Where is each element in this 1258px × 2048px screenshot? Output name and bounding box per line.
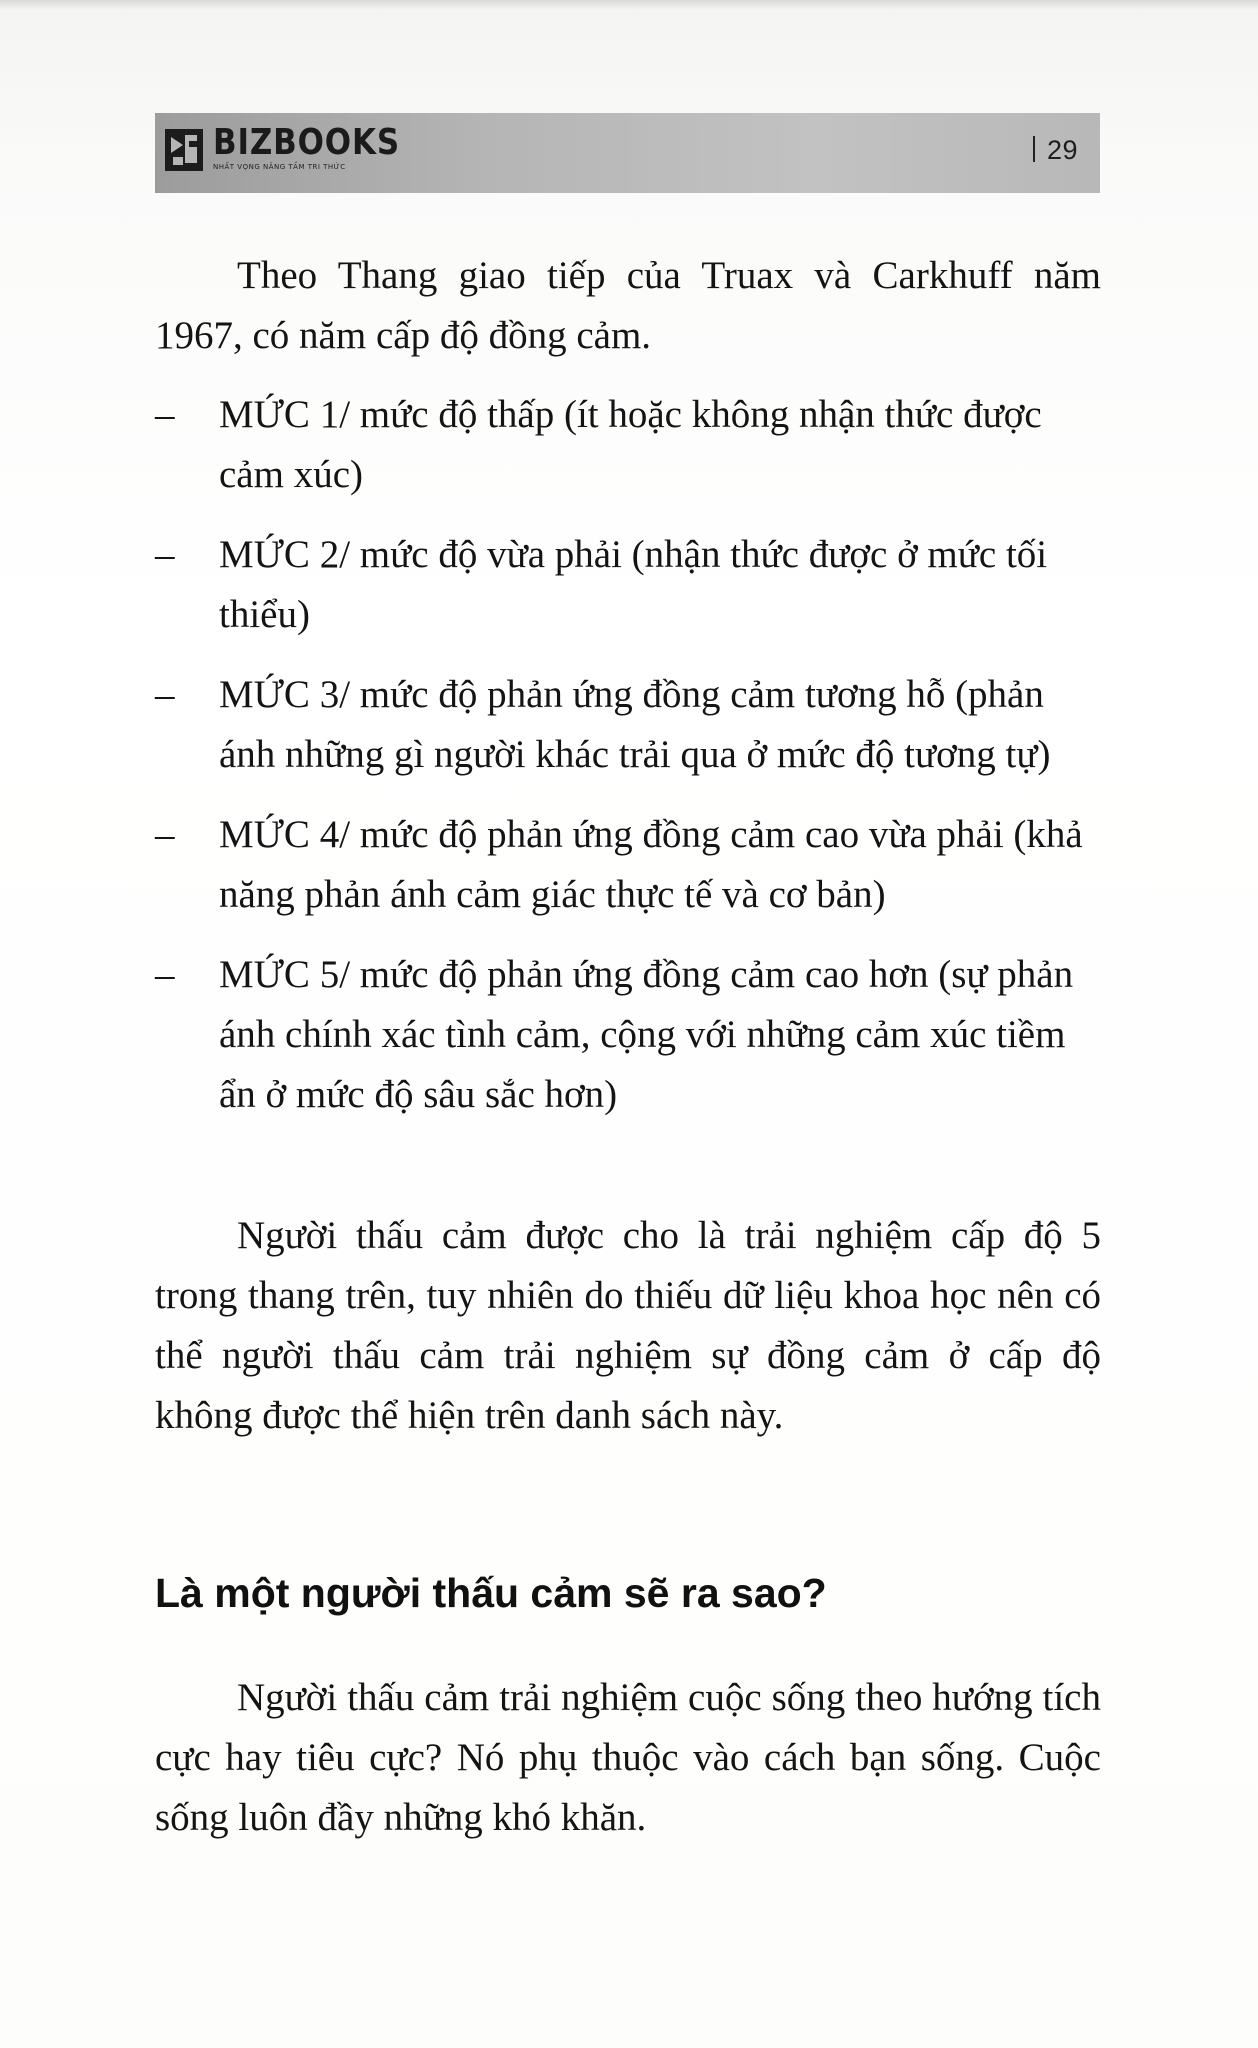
list-dash: – — [155, 953, 175, 996]
bizbooks-logo-icon — [163, 123, 207, 175]
empathy-levels-list — [155, 385, 1101, 1145]
section-heading: Là một người thấu cảm sẽ ra sao? — [155, 1570, 827, 1616]
last-paragraph: Người thấu cảm trải nghiệm cuộc sống theo hướng tích cực hay tiêu cực? Nó phụ thuộc vào cách bạn sống. Cuộc sống luôn đầy những khó khăn. — [155, 1676, 1101, 1839]
list-item-text: MỨC 5/ mức độ phản ứng đồng cảm cao hơn (sự phản ánh chính xác tình cảm, cộng với những cảm xúc tiềm ẩn ở mức độ sâu sắc hơn) — [219, 953, 1074, 1116]
list-item — [155, 665, 1101, 785]
page-number-separator — [1033, 136, 1035, 162]
list-item-text: MỨC 3/ mức độ phản ứng đồng cảm tương hỗ (phản ánh những gì người khác trải qua ở mức độ tương tự) — [219, 673, 1051, 776]
list-item-text: MỨC 4/ mức độ phản ứng đồng cảm cao vừa phải (khả năng phản ánh cảm giác thực tế và cơ bản) — [219, 813, 1083, 916]
page-top-edge — [0, 0, 1258, 10]
list-dash: – — [155, 813, 175, 856]
list-item-text: MỨC 2/ mức độ vừa phải (nhận thức được ở mức tối thiểu) — [219, 533, 1048, 636]
list-dash: – — [155, 393, 175, 436]
list-item-text: MỨC 1/ mức độ thấp (ít hoặc không nhận thức được cảm xúc) — [219, 393, 1042, 496]
page-number-value: 29 — [1046, 135, 1078, 165]
logo-name: BIZBOOKS — [213, 122, 400, 163]
list-item — [155, 385, 1101, 505]
running-header — [155, 113, 1100, 193]
list-item — [155, 945, 1101, 1125]
page-number — [1033, 135, 1078, 166]
list-item — [155, 805, 1101, 925]
list-dash: – — [155, 533, 175, 576]
intro-paragraph: Theo Thang giao tiếp của Truax và Carkhuff năm 1967, có năm cấp độ đồng cảm. — [155, 254, 1101, 357]
logo-tagline: NHẤT VỌNG NÂNG TẦM TRI THỨC — [213, 163, 346, 171]
paragraph-after-list: Người thấu cảm được cho là trải nghiệm cấp độ 5 trong thang trên, tuy nhiên do thiếu dữ liệu khoa học nên có thể người thấu cảm trải nghiệm sự đồng cảm ở cấp độ không được thể hiện trên danh sách này. — [155, 1214, 1101, 1437]
publisher-logo — [163, 123, 430, 175]
list-dash: – — [155, 673, 175, 716]
list-item — [155, 525, 1101, 645]
